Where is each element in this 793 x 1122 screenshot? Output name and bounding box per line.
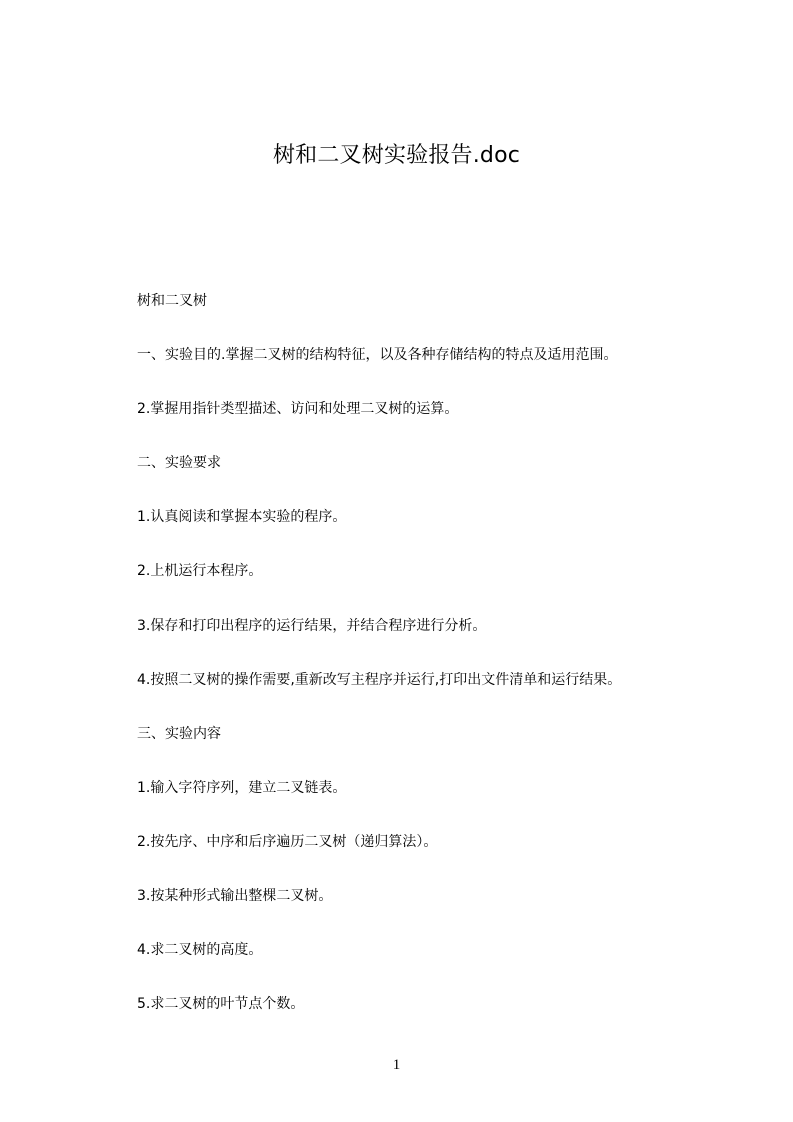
paragraph: 树和二叉树 — [137, 293, 207, 309]
paragraph: 1.输入字符序列，建立二叉链表。 — [137, 779, 347, 796]
paragraph: 二、实验要求 — [137, 455, 221, 472]
paragraph: 4.求二叉树的高度。 — [137, 942, 263, 959]
paragraph: 一、实验目的.掌握二叉树的结构特征，以及各种存储结构的特点及适用范围。 — [137, 347, 618, 364]
page-number: 1 — [392, 1057, 401, 1073]
paragraph: 2.上机运行本程序。 — [137, 563, 263, 580]
paragraph: 4.按照二叉树的操作需要,重新改写主程序并运行,打印出文件清单和运行结果。 — [137, 671, 622, 688]
paragraph: 3.保存和打印出程序的运行结果，并结合程序进行分析。 — [137, 617, 487, 634]
document-body — [137, 286, 717, 1043]
paragraph: 2.掌握用指针类型描述、访问和处理二叉树的运算。 — [137, 401, 459, 418]
paragraph: 5.求二叉树的叶节点个数。 — [137, 996, 305, 1013]
paragraph: 3.按某种形式输出整棵二叉树。 — [137, 888, 333, 905]
paragraph: 三、实验内容 — [137, 725, 221, 742]
paragraph: 2.按先序、中序和后序遍历二叉树（递归算法）。 — [137, 833, 438, 850]
paragraph: 1.认真阅读和掌握本实验的程序。 — [137, 509, 347, 526]
document-title: 树和二叉树实验报告.doc — [272, 143, 521, 168]
